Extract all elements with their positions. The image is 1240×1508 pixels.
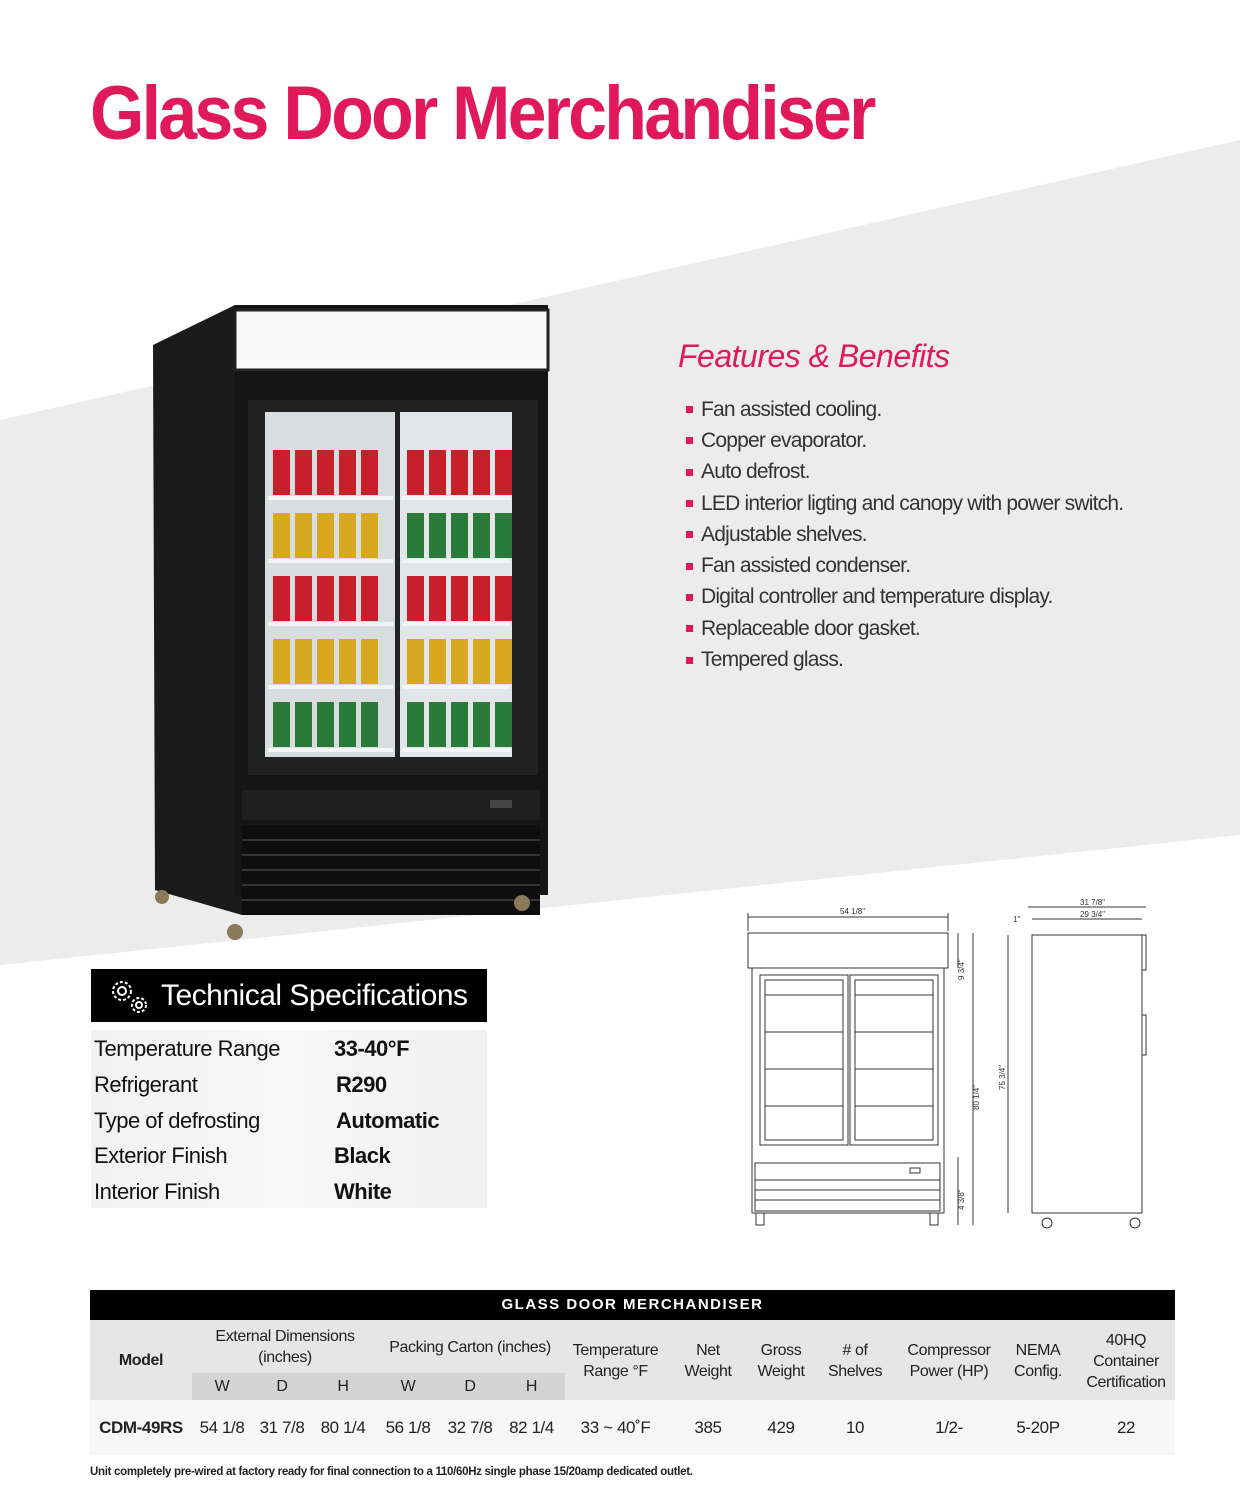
side-view [1008, 907, 1146, 1228]
bullet-icon [686, 531, 693, 538]
feature-item [686, 394, 1123, 425]
can [273, 513, 290, 558]
feature-item [686, 519, 1123, 550]
spec-value: 33-40°F [334, 1036, 410, 1061]
can [407, 576, 424, 621]
spec-value: Black [334, 1143, 391, 1168]
can [451, 702, 468, 747]
bullet-icon [686, 657, 693, 664]
shelf [268, 622, 393, 626]
feature-text: Fan assisted cooling. [701, 397, 882, 421]
header-temperature: Temperature Range °F [572, 1342, 659, 1380]
feature-text: Digital controller and temperature display. [701, 585, 1053, 609]
can [407, 639, 424, 684]
page-title: Glass Door Merchandiser [90, 71, 874, 156]
header-model: Model [118, 1351, 164, 1369]
specs-table [91, 1030, 487, 1208]
features-list [686, 394, 1123, 676]
can [273, 450, 290, 495]
feature-item [686, 457, 1123, 488]
shelf [268, 748, 393, 752]
height-dimension: 80 1/4" [972, 1084, 981, 1110]
feature-item [686, 613, 1123, 644]
cell-nema: 5-20P [1016, 1418, 1060, 1437]
spec-label: Exterior Finish [94, 1143, 228, 1168]
spec-label: Refrigerant [94, 1072, 198, 1097]
can [495, 513, 512, 558]
feature-text: Replaceable door gasket. [701, 616, 920, 640]
cell-ext-h: 80 1/4 [320, 1418, 366, 1437]
header-carton-h: H [525, 1378, 538, 1395]
can [429, 450, 446, 495]
can [429, 702, 446, 747]
width-dimension: 54 1/8" [840, 907, 866, 916]
can [451, 450, 468, 495]
can [407, 513, 424, 558]
can [339, 450, 356, 495]
bullet-icon [686, 625, 693, 632]
header-shelves: # of Shelves [827, 1342, 883, 1380]
can [295, 702, 312, 747]
cell-carton-w: 56 1/8 [385, 1418, 431, 1437]
cell-temperature: 33 ~ 40˚F [580, 1418, 651, 1437]
spec-value: R290 [336, 1072, 387, 1097]
can [339, 513, 356, 558]
feature-text: Adjustable shelves. [701, 522, 867, 546]
header-carton-d: D [464, 1378, 476, 1395]
spec-label: Type of defrosting [94, 1108, 260, 1133]
product-photo [150, 300, 560, 945]
can [339, 639, 356, 684]
temperature-display [490, 800, 512, 808]
feature-item [686, 582, 1123, 613]
header-packing-carton: Packing Carton (inches) [389, 1338, 551, 1356]
bullet-icon [686, 406, 693, 413]
shelf [402, 559, 510, 563]
cell-net-weight: 385 [694, 1418, 722, 1437]
can [451, 576, 468, 621]
canopy-light [235, 310, 548, 370]
feature-item [686, 425, 1123, 456]
feature-item [686, 488, 1123, 519]
spec-value: Automatic [336, 1108, 440, 1133]
shelf [402, 748, 510, 752]
cell-ext-d: 31 7/8 [259, 1418, 305, 1437]
can [473, 513, 490, 558]
can [273, 639, 290, 684]
cell-ext-w: 54 1/8 [199, 1418, 245, 1437]
can [295, 450, 312, 495]
header-net-weight: Net Weight [684, 1342, 732, 1380]
side-offset-dimension: 1" [1013, 915, 1021, 924]
can [429, 639, 446, 684]
header-ext-h: H [337, 1378, 349, 1395]
can [451, 639, 468, 684]
can [495, 450, 512, 495]
can [339, 576, 356, 621]
header-gross-weight: Gross Weight [757, 1342, 805, 1380]
cell-carton-h: 82 1/4 [509, 1418, 554, 1437]
can [429, 576, 446, 621]
table-row [90, 1400, 1175, 1455]
table-header [90, 1320, 1175, 1400]
bullet-icon [686, 437, 693, 444]
feature-text: LED interior ligting and canopy with power switch. [701, 491, 1124, 515]
can [317, 450, 334, 495]
cell-40hq: 22 [1116, 1418, 1136, 1437]
header-ext-d: D [276, 1378, 288, 1395]
side-body-dimension: 29 3/4" [1080, 910, 1106, 919]
can [451, 513, 468, 558]
canopy-dimension: 9 3/4" [957, 959, 966, 980]
feature-text: Tempered glass. [701, 648, 844, 672]
gears-icon [105, 975, 153, 1017]
can [273, 702, 290, 747]
bullet-icon [686, 594, 693, 601]
table-title: GLASS DOOR MERCHANDISER [90, 1290, 1175, 1320]
bullet-icon [686, 563, 693, 570]
spec-label: Interior Finish [94, 1179, 220, 1204]
can [361, 702, 378, 747]
feature-text: Fan assisted condenser. [701, 554, 911, 578]
feature-text: Auto defrost. [701, 460, 810, 484]
can [361, 639, 378, 684]
feature-item [686, 644, 1123, 675]
cell-shelves: 10 [845, 1418, 865, 1437]
cell-gross-weight: 429 [767, 1418, 795, 1437]
shelf [402, 685, 510, 689]
specs-header [91, 969, 487, 1022]
can [473, 639, 490, 684]
feature-text: Copper evaporator. [701, 428, 867, 452]
can [495, 576, 512, 621]
bullet-icon [686, 500, 693, 507]
shelf [402, 496, 510, 500]
can [473, 702, 490, 747]
header-external-dimensions: External Dimensions (inches) [215, 1328, 355, 1366]
dimension-drawing [740, 895, 1160, 1235]
can [429, 513, 446, 558]
can [407, 702, 424, 747]
front-view [748, 913, 973, 1225]
model-table [90, 1290, 1175, 1455]
header-compressor: Compressor Power (HP) [907, 1342, 991, 1380]
can [295, 513, 312, 558]
can [317, 513, 334, 558]
specs-title: Technical Specifications [161, 978, 468, 1012]
can [361, 576, 378, 621]
footnote: Unit completely pre-wired at factory ready for final connection to a 110/60Hz single phase 15/20amp dedicated outlet. [90, 1466, 693, 1478]
header-carton-w: W [400, 1378, 416, 1395]
shelf [268, 685, 393, 689]
can [317, 639, 334, 684]
can [473, 576, 490, 621]
can [317, 702, 334, 747]
spec-value: White [334, 1179, 392, 1204]
can [339, 702, 356, 747]
side-depth-dimension: 31 7/8" [1080, 898, 1106, 907]
can [295, 576, 312, 621]
can [273, 576, 290, 621]
feature-item [686, 550, 1123, 581]
shelf [402, 622, 510, 626]
shelf [268, 496, 393, 500]
can [407, 450, 424, 495]
grille [242, 825, 540, 915]
bullet-icon [686, 469, 693, 476]
can [295, 639, 312, 684]
cell-compressor: 1/2- [935, 1418, 963, 1437]
cell-model: CDM-49RS [99, 1418, 183, 1437]
header-nema: NEMA Config. [1014, 1342, 1062, 1380]
features-title: Features & Benefits [678, 338, 950, 374]
header-40hq: 40HQ Container Certification [1086, 1331, 1166, 1391]
can [495, 702, 512, 747]
spec-label: Temperature Range [94, 1036, 280, 1061]
can [473, 450, 490, 495]
can [317, 576, 334, 621]
base-dimension: 4 3/8" [957, 1189, 966, 1210]
can [495, 639, 512, 684]
can [361, 513, 378, 558]
cell-carton-d: 32 7/8 [447, 1418, 493, 1437]
shelf [268, 559, 393, 563]
header-ext-w: W [214, 1378, 230, 1395]
can [361, 450, 378, 495]
side-height-dimension: 75 3/4" [998, 1064, 1007, 1090]
